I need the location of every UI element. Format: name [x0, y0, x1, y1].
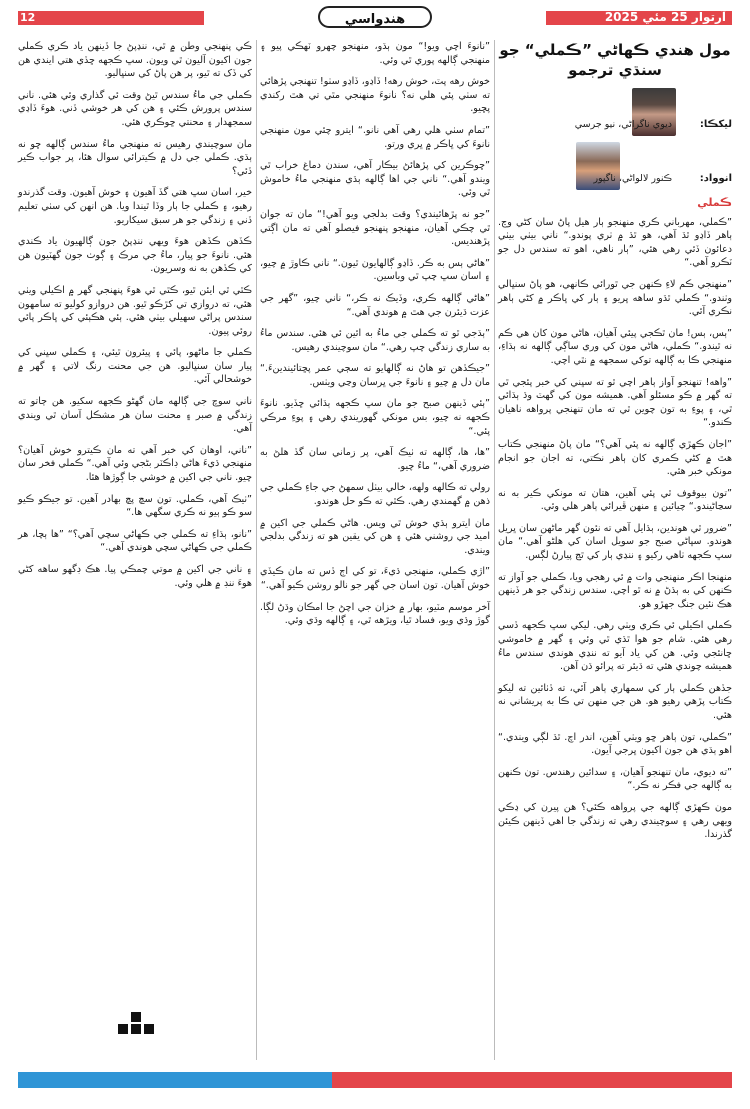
writer-label: ليکڪا: [699, 119, 732, 130]
article-paragraph: ”اڙي ڪملي، منهنجي ڌيءَ، تو کي اڄ ڏس ته مان ڪيڏي خوش آهيان. تون اسان جي گهر جو نالو روشن ڪيو آهي.“ [260, 566, 490, 591]
article-paragraph: ڪملي جا ماڻهو، پائي ۽ پيئرون ٿيئي، ۽ ڪملي سڀني کي پيار سان سنڀاليو. هن جي محنت رنگ لاتي ۽ گهر ۾ خوشحالي آئي. [18, 347, 252, 386]
page-number: 12 [20, 11, 36, 24]
article-paragraph: ”ضرور ٿي هوندين، ٻڌايل آهي ته نئون گهر ماڻهن سان ڀريل هوندو. سڀاڻي صبح جو سويل اسان کي هلڻو آهي.“ مان سڀ ڪجهه ٺاهي رکيو ۽ ننڍي ٻار کي ٿڃ پيارڻ لڳس. [498, 522, 732, 562]
story-subheading: ڪملي [697, 196, 732, 209]
page-header [0, 0, 750, 34]
article-paragraph: ۽ ناني جي اکين ۾ موتي چمڪي پيا. هڪ ڊگهو ساهه کڻي هوءَ ننڊ ۾ هلي وئي. [18, 564, 252, 589]
article-paragraph: ”ٻئي ڏينهن صبح جو مان سڀ ڪجهه ٻڌائي ڇڏيو. نانوءَ ڪجهه نه چيو، بس مونکي گهوريندي رهي ۽ پوءِ مرڪي پئي.“ [260, 398, 490, 437]
translator-label: انوواد: [699, 173, 732, 184]
column-paragraphs [260, 40, 490, 628]
article-paragraph: ”جيڪڏهن تو هاڻ نه ڳالهايو ته سڄي عمر پڇتائيندينءَ.“ مان دل ۾ چيو ۽ نانوءَ جي ڀرسان وڃي ويٺس. [260, 363, 490, 388]
article-paragraph: ”منهنجي ڪم لاءِ ڪنهن جي ٿورائي ڪانهي، هو پاڻ سنڀالي وٺندو.“ ڪملي ٿڌو ساهه ڀريو ۽ ٻار کي ڀاڪر ۾ کڻي ٻاهر نڪري آئي. [498, 278, 732, 318]
writer-name: ديوي ناگراڻي، نيو جرسي [574, 119, 672, 130]
article-paragraph: ڪي پنهنجي وطن ۾ ٿي، ننڍپڻ جا ڏينهن ياد ڪري ڪملي جون اکيون آليون ٿي ويون. سڀ ڪجهه ڇڏي هتي ايندي هن کي ڏک ته ٿيو، پر هن پاڻ کي سنڀاليو. [18, 41, 252, 80]
article-paragraph: ڪڏهن ڪڏهن هوءَ ويهي ننڍپڻ جون ڳالهيون ياد ڪندي هئي. نانوءَ جو پيار، ماءُ جي مرڪ ۽ ڳوٺ جون گهٽيون هن کي ڪڏهن به نه وسريون. [18, 236, 252, 275]
article-paragraph: ڪملي اڪيلي ئي ڪري ويٺي رهي. ليکي سڀ ڪجهه ڏسي رهي هئي. شام جو هوا ٿڌي ٿي وئي ۽ گهر ۾ خاموشي ڇانئجي وئي. هن کي ياد آيو ته ننڍي هوندي سندس ماءُ هميشه چوندي هئي ته ڌيئر ته پرائو ڌن آهن. [498, 620, 732, 673]
logo-text: هندواسي [344, 12, 406, 27]
writer-byline [498, 88, 732, 136]
end-of-article-mark [118, 1012, 154, 1034]
column-divider [256, 40, 257, 1060]
article-paragraph: ”ٻس، ٻس! مان ٿڪجي پيئي آهيان، هاڻي مون کان هي ڪم نه ٿيندو.“ ڪملي، هاڻي مون کي وري ساڳي ڳالهه نه ٻڌاءِ، منهنجي ڪا به ڳالهه توکي سمجهه ۾ نٿي اچي. [498, 327, 732, 366]
end-mark-square [131, 1024, 141, 1034]
article-paragraph: ”ناني، اوهان کي خبر آهي ته مان ڪيترو خوش آهيان؟ منهنجي ڌيءَ هاڻي ڊاڪٽر بڻجي وئي آهي.“ ڪملي فخر سان چيو. ناني جي اکين ۾ خوشي جا ڳوڙها هئا. [18, 444, 252, 484]
article-paragraph: مان ايترو ٻڌي خوش ٿي ويس. هاڻي ڪملي جي اکين ۾ اميد جي روشني هئي ۽ هن کي يقين هو ته زندگي بدلجي ويندي. [260, 517, 490, 556]
header-bar-left [18, 11, 204, 25]
article-paragraph: ”ٻڌجي ٿو ته ڪملي جي ماءُ به ائين ئي هئي. سندس ماءُ به ساري زندگي چپ رهي.“ مان سوچيندي رهيس. [260, 328, 490, 353]
article-paragraph: ”تون بيوقوف ٿي پئي آهين، هتان ته مونکي ڪير به نه سڃاڻيندو.“ چيائين ۽ منهن ڦيرائي ٻاهر هلي وئي. [498, 487, 732, 513]
article-paragraph: آخر موسم مٽيو، بهار ۾ خزان جي اچڻ جا امڪان وڌڻ لڳا. گوڙ وڌي ويو، فساد ٿيا، ويڙهه ٿي، ۽ ڳالهه وڌي وئي. [260, 601, 490, 627]
article-paragraph: مان سوچيندي رهيس ته منهنجي ماءُ سندس ڳالهه ڇو نه ٻڌي. ڪملي جي دل ۾ ڪيترائي سوال هئا، پر جواب ڪير ڏئي؟ [18, 138, 252, 177]
column-divider [494, 40, 495, 1060]
article-paragraph: جڏهن ڪملي ٻار کي سمهاري ٻاهر آئي، ته ڏٺائين ته ليکو ڪتاب پڙهي رهيو هو. هن جي منهن تي ڪا به پريشاني نه هئي. [498, 682, 732, 721]
article-column-left [18, 40, 252, 598]
article-paragraph: مون ڪهڙي ڳالهه جي پرواهه ڪئي؟ هن پيرن کي ڍڪي ويهي رهي ۽ سوچيندي رهي ته زندگي جا اهي ڏينهن ڪيئن گذرندا. [498, 801, 732, 841]
article-paragraph: ڪملي جي ماءُ سندس ٿيڻ وقت ئي گذاري وئي هئي. ناني سندس پرورش ڪئي ۽ هن کي هر خوشي ڏني. هوءَ ڏاڍي سمجهدار ۽ محنتي ڇوڪري هئي. [18, 89, 252, 128]
newspaper-logo [318, 6, 432, 28]
article-paragraph: ”ڪملي، مهرباني ڪري منهنجو ٻار هيل پاڻ سان کڻي وڃ. ٻاهر ڏاڍو ٿڌ آهي، هو ٿڌ ۾ ٺري پوندو.“ ناني بيٺي بيٺي دعائون ڏئي رهي هئي، ”ٻار ناهي، اهو ته سندس دل جو ٽڪرو آهي.“ [498, 216, 732, 269]
article-paragraph: ”جو نه پڙهائيندي؟ وقت بدلجي ويو آهي!“ مان ته جوان ٿي چڪي آهيان، منهنجو پنهنجو فيصلو آهي ته مان اڳتي پڙهنديس. [260, 208, 490, 248]
column-paragraphs [498, 216, 732, 842]
article-paragraph: منهنجا اڪر منهنجي وات ۾ ئي رهجي ويا، ڪملي جو آواز ته ڪنهن کي به ٻڌڻ ۾ نه ٿو اچي. سندس زندگي جو هر ڏينهن هڪ نئين جنگ جهڙو هو. [498, 571, 732, 610]
article-paragraph: ”تمام سٺي هلي رهي آهي نانو.“ ايترو چئي مون منهنجي نانوءَ کي ڀاڪر ۾ ڀري ورتو. [260, 124, 490, 150]
article-paragraph: ”هاڻي ڳالهه ڪري، وڏيڪ نه ڪر،“ ناني چيو، ”گهر جي عزت ڌيئرن جي هٿ ۾ هوندي آهي.“ [260, 292, 490, 318]
article-paragraph: ”ته ديوي، مان تنهنجو آهيان، ۽ سدائين رهندس. تون ڪنهن به ڳالهه جي فڪر نه ڪر.“ [498, 766, 732, 792]
page-footer-bar [18, 1072, 732, 1088]
article-title: مول هندي ڪهاڻي ”ڪملي“ جو سنڌي ترجمو [499, 41, 731, 79]
end-mark-square [118, 1024, 128, 1034]
article-paragraph: ”نانوءَ اچي ويو!“ مون ٻڌو، منهنجو چهرو ٽهڪي پيو ۽ منهنجي ڳالهه پوري ٿي وئي. [260, 41, 490, 66]
article-column-right [498, 40, 732, 850]
article-paragraph: ”اجان ڪهڙي ڳالهه نه پئي آهي؟“ مان پاڻ منهنجي ڪتاب هٿ ۾ کڻي ڪمري کان ٻاهر نڪتي، ته اجان جو انجام مونکي خبر هئي. [498, 438, 732, 478]
article-paragraph: ڪٿي ٿي ايئن ٿيو، ڪٿي ٿي هوءَ پنهنجي گهر ۾ اڪيلي ويٺي هئي، ته دروازي تي کڙڪو ٿيو. هن دروازو کوليو ته سامهون سندس پراڻي سهيلي بيٺي هئي. ٻئي هڪٻئي کي ڀاڪر پائي روئي پيون. [18, 284, 252, 337]
article-paragraph: ”ڇوڪرين کي پڙهائڻ بيڪار آهي، سندن دماغ خراب ٿي ويندو آهي.“ ناني جي اها ڳالهه ٻڌي منهنجي ماءُ خاموش ٿي وئي. [260, 160, 490, 199]
article-paragraph: ”واهه! تنهنجو آواز ٻاهر اچي ٿو ته سڀني کي خبر پئجي ٿي ته گهر ۾ ڪو مسئلو آهي. هميشه مون کي گهٽ وڌ ٻڌائي ٿي، ۽ پوءِ به تون چوين ٿي ته مان تنهنجي پرواهه ناهيان ڪندو.“ [498, 376, 732, 429]
issue-date: آرتوار 25 مئي 2025 [604, 10, 726, 24]
end-mark-square [131, 1012, 141, 1022]
article-paragraph: خير، اسان سڀ هتي گڏ آهيون ۽ خوش آهيون. وقت گذرندو رهيو، ۽ ڪملي جا ٻار وڏا ٿيندا ويا. هن انهن کي سٺي تعليم ڏني ۽ زندگي جو هر سبق سيکاريو. [18, 187, 252, 226]
article-paragraph: ناني سوچ جي ڳالهه مان گهڻو ڪجهه سکيو. هن ڄاتو ته زندگي ۾ صبر ۽ محنت سان هر مشڪل آسان ٿي ويندي آهي. [18, 396, 252, 435]
article-paragraph: ”ڪملي، تون ٻاهر ڇو ويٺي آهين، اندر اچ. ٿڌ لڳي ويندي.“ اهو ٻڌي هن جون اکيون ڀرجي آيون. [498, 731, 732, 757]
article-column-middle [260, 40, 490, 636]
article-paragraph: خوش رهه پٽ، خوش رهه! ڏاڍو، ڏاڍو سٺو! تنهنجي پڙهائي ته سٺي پئي هلي نه؟ نانوءَ منهنجي مٿي تي هٿ رکندي پڇيو. [260, 76, 490, 115]
article-paragraph: ”ها، ها، ڳالهه ته ٺيڪ آهي، پر زماني سان گڏ هلڻ به ضروري آهي،“ ماءُ چيو. [260, 447, 490, 472]
article-paragraph: رولي ته ڪالهه ولهه، خالي بيٺل سمهڻ جي جاءِ ڪملي جي ذهن ۾ گهمندي رهي. ڪٿي ته ڪو حل هوندو. [260, 482, 490, 508]
column-paragraphs [18, 40, 252, 590]
end-mark-square [144, 1024, 154, 1034]
article-paragraph: ”ٺيڪ آهي، ڪملي. تون سچ پچ بهادر آهين. تو جيڪو ڪيو سو ڪو ٻيو نه ڪري سگهي ها.“ [18, 493, 252, 519]
translator-byline [498, 142, 732, 190]
translator-name: ڪنور لالواڻي، ناگپور [593, 173, 672, 184]
article-paragraph: ”هاڻي ٻس به ڪر. ڏاڍو ڳالهايون ٿيون.“ ناني ڪاوڙ ۾ چيو، ۽ اسان سڀ چپ ٿي وياسين. [260, 257, 490, 283]
article-paragraph: ”نانو، ٻڌاءِ ته ڪملي جي ڪهاڻي سچي آهي؟“ ”ها ٻچا، هر ڪملي جي ڪهاڻي سچي هوندي آهي.“ [18, 528, 252, 554]
